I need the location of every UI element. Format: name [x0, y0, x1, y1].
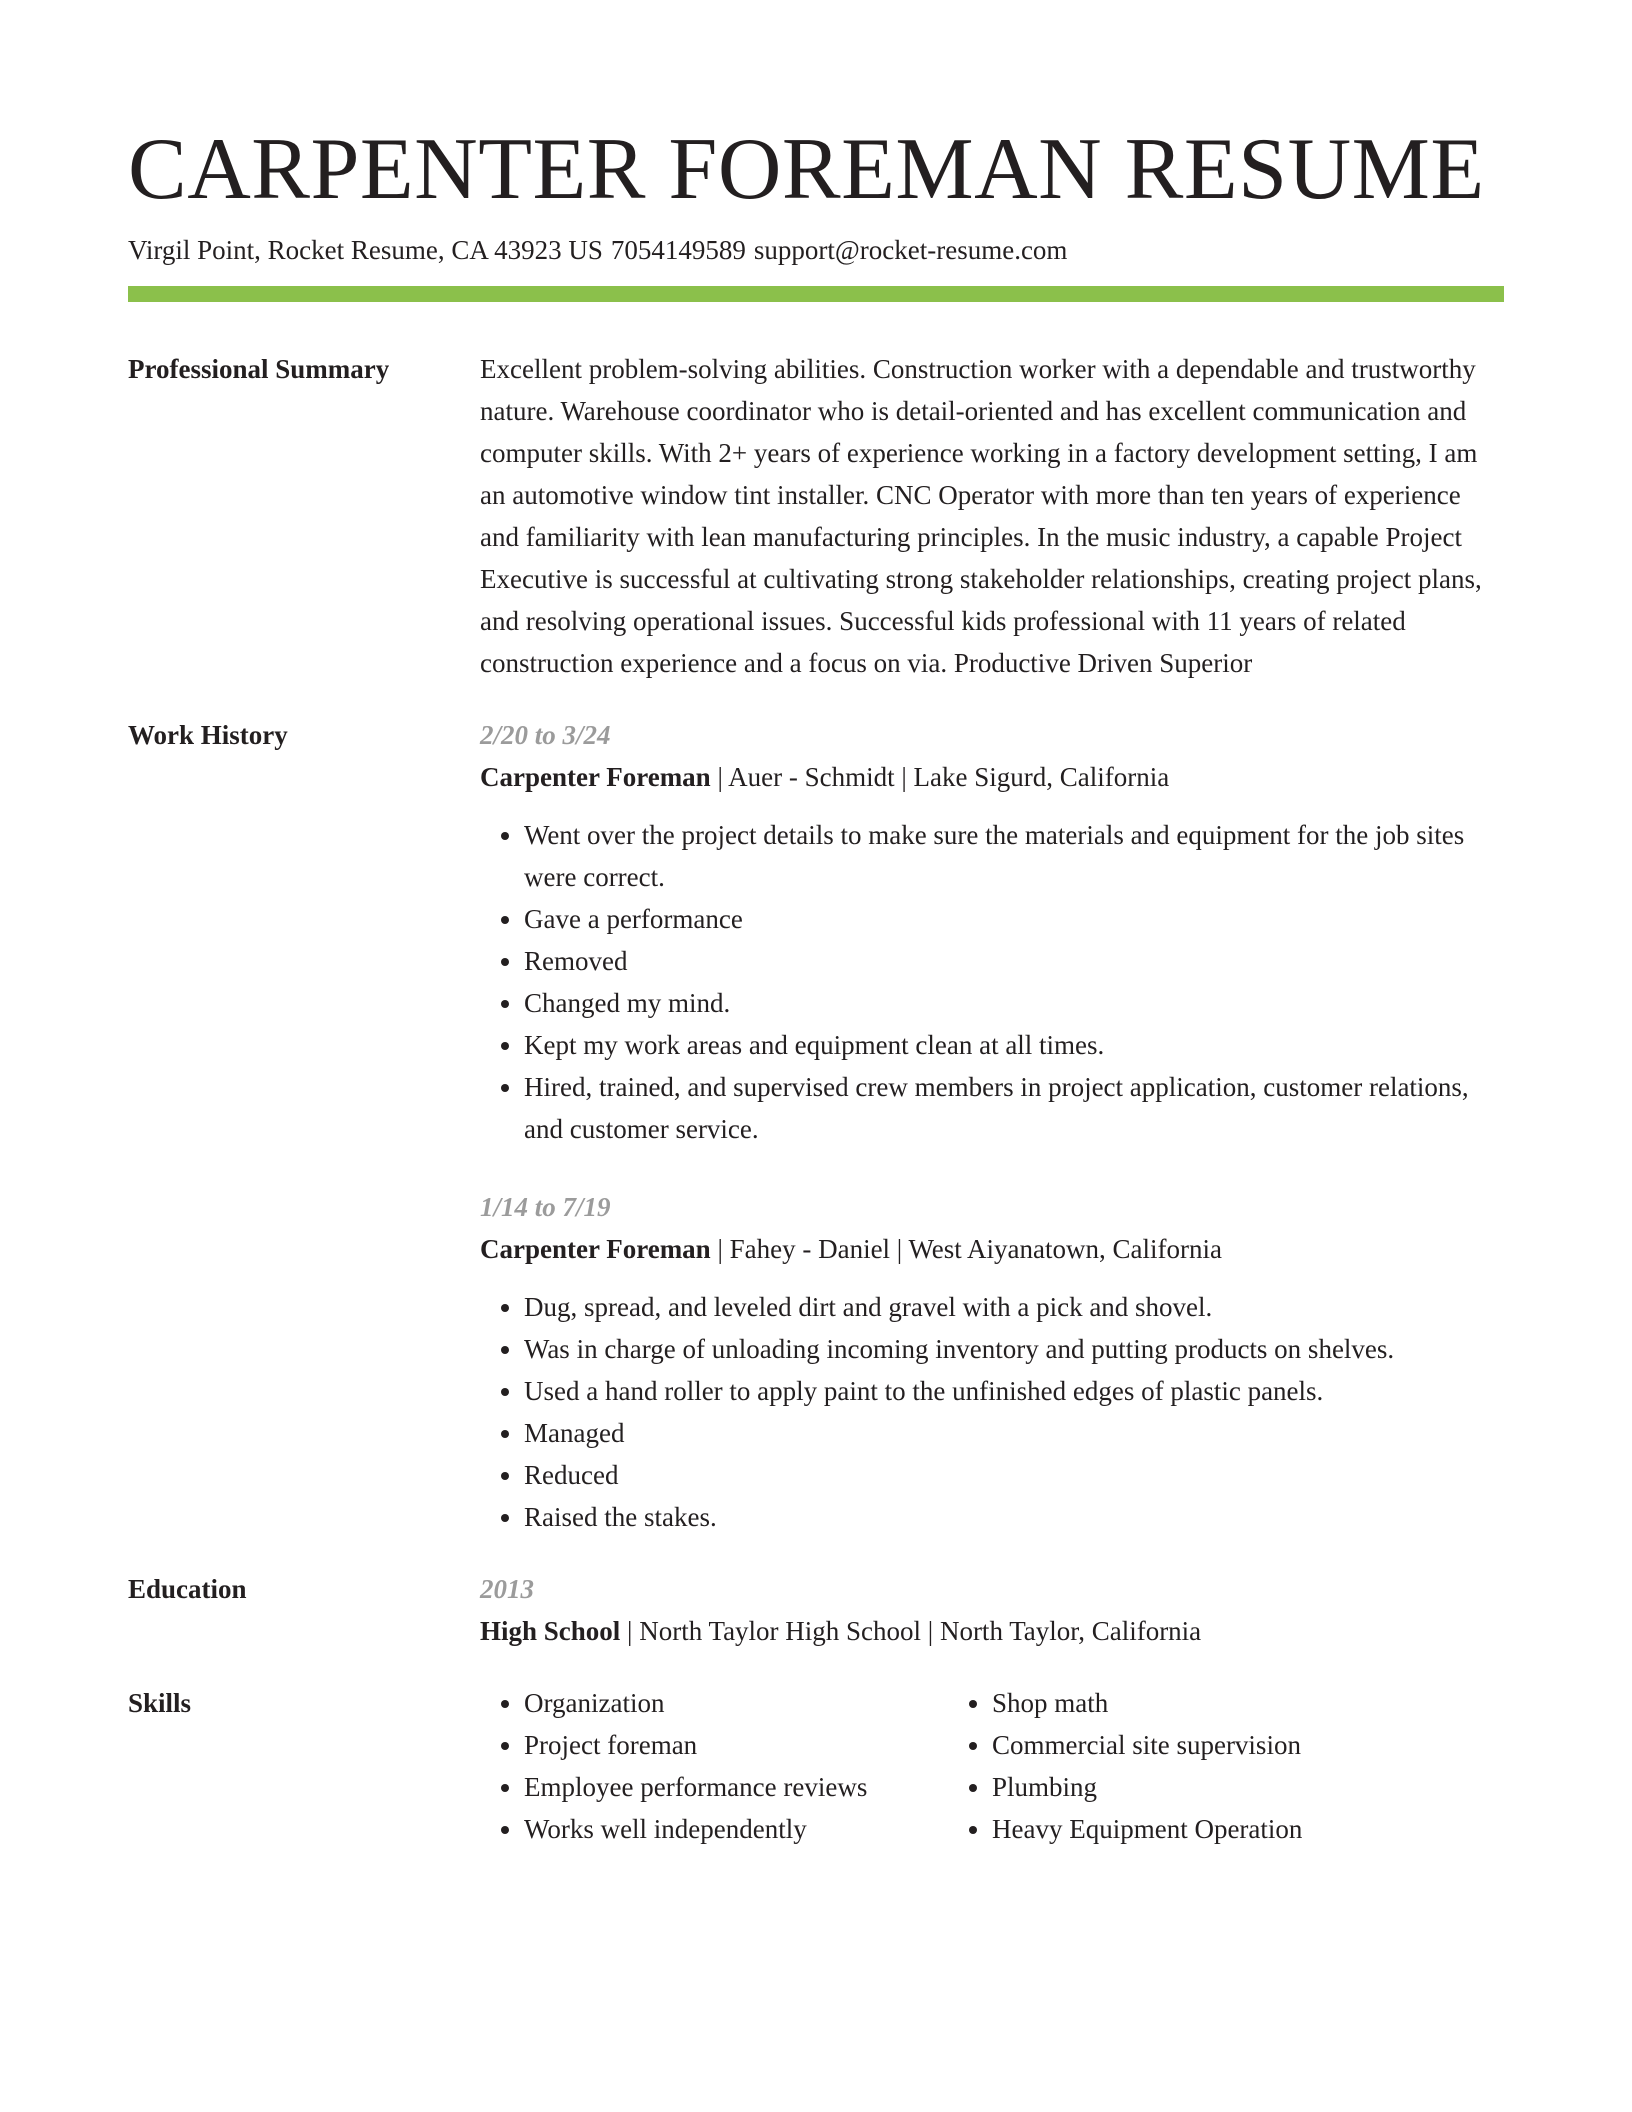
skills-content: [480, 1682, 1504, 1850]
work-history-content: [480, 714, 1504, 1538]
section-label-work-history: Work History: [128, 720, 288, 750]
skill-item: • Commercial site supervision: [992, 1724, 1500, 1766]
skills-list-left: [480, 1682, 948, 1850]
skill-item: • Plumbing: [992, 1766, 1500, 1808]
education-details: | North Taylor High School | North Taylor, California: [620, 1616, 1202, 1646]
job-bullet: • Removed: [524, 940, 1504, 982]
job-bullet: • Dug, spread, and leveled dirt and gravel with a pick and shovel.: [524, 1286, 1504, 1328]
job-entry: [480, 1186, 1504, 1538]
job-bullet: • Used a hand roller to apply paint to the unfinished edges of plastic panels.: [524, 1370, 1504, 1412]
contact-phone: 7054149589: [610, 235, 746, 265]
skill-item: • Project foreman: [524, 1724, 948, 1766]
job-dates: 1/14 to 7/19: [480, 1192, 611, 1222]
job-entry: [480, 714, 1504, 1150]
contact-line: [128, 230, 1504, 270]
skills-list-right: [944, 1682, 1500, 1850]
section-label-education: Education: [128, 1574, 247, 1604]
summary-text: Excellent problem-solving abilities. Construction worker with a dependable and trustworthy nature. Warehouse coordinator who is detail-oriented and has excellent communication and computer skills. With 2+ years of experience working in a factory development setting, I am an automotive window tint installer. CNC Operator with more than ten years of experience and familiarity with lean manufacturing principles. In the music industry, a capable Project Executive is successful at cultivating strong stakeholder relationships, creating project plans, and resolving operational issues. Successful kids professional with 11 years of related construction experience and a focus on via. Productive Driven Superior: [480, 354, 1482, 678]
job-title: Carpenter Foreman: [480, 1234, 711, 1264]
resume-title: CARPENTER FOREMAN RESUME: [128, 121, 1485, 218]
job-bullet: • Reduced: [524, 1454, 1504, 1496]
education-content: [480, 1568, 1504, 1652]
accent-divider: [128, 286, 1504, 302]
contact-address: Virgil Point, Rocket Resume, CA 43923 US: [128, 235, 603, 265]
job-dates: 2/20 to 3/24: [480, 720, 611, 750]
job-line: [480, 756, 1504, 798]
section-education: [128, 1568, 1504, 1652]
education-date: 2013: [480, 1574, 534, 1604]
job-bullet: • Kept my work areas and equipment clean at all times.: [524, 1024, 1504, 1066]
skill-item: • Shop math: [992, 1682, 1500, 1724]
job-bullet: • Raised the stakes.: [524, 1496, 1504, 1538]
skills-columns: [480, 1682, 1504, 1850]
summary-content: [480, 348, 1504, 684]
job-bullets: [480, 814, 1504, 1150]
job-bullet: • Went over the project details to make sure the materials and equipment for the job sites were correct.: [524, 814, 1504, 898]
section-label-summary: Professional Summary: [128, 354, 390, 384]
job-bullet: • Hired, trained, and supervised crew members in project application, customer relations, and customer service.: [524, 1066, 1504, 1150]
contact-email: support@rocket-resume.com: [753, 235, 1068, 265]
education-line: [480, 1610, 1504, 1652]
skill-item: • Works well independently: [524, 1808, 948, 1850]
job-bullet: • Managed: [524, 1412, 1504, 1454]
skill-item: • Heavy Equipment Operation: [992, 1808, 1500, 1850]
job-details: | Fahey - Daniel | West Aiyanatown, California: [710, 1234, 1222, 1264]
education-degree: High School: [480, 1616, 621, 1646]
section-skills: [128, 1682, 1504, 1850]
job-line: [480, 1228, 1504, 1270]
job-bullet: • Was in charge of unloading incoming inventory and putting products on shelves.: [524, 1328, 1504, 1370]
skill-item: • Organization: [524, 1682, 948, 1724]
section-work-history: [128, 714, 1504, 1538]
job-bullet: • Changed my mind.: [524, 982, 1504, 1024]
resume-page: [128, 118, 1504, 1850]
job-bullets: [480, 1286, 1504, 1538]
job-title: Carpenter Foreman: [480, 762, 711, 792]
skill-item: • Employee performance reviews: [524, 1766, 948, 1808]
section-summary: [128, 348, 1504, 684]
job-details: | Auer - Schmidt | Lake Sigurd, California: [710, 762, 1170, 792]
section-label-skills: Skills: [128, 1688, 192, 1718]
job-bullet: • Gave a performance: [524, 898, 1504, 940]
